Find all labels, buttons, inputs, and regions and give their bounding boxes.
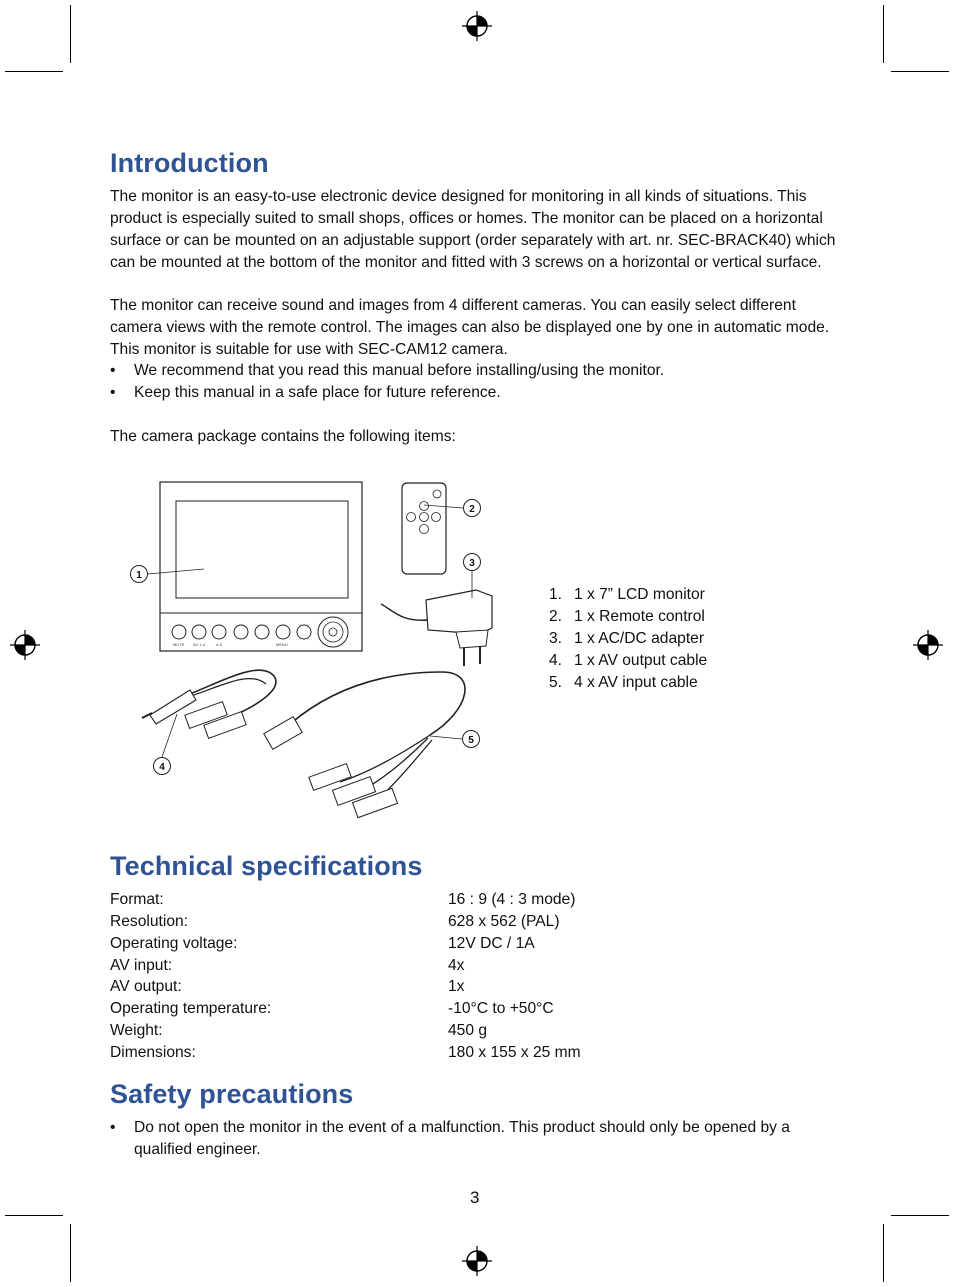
spec-value: -10°C to +50°C [448,1000,554,1017]
intro-title: Introduction [110,148,269,178]
spec-row [110,1042,710,1064]
callout-number: 5 [468,735,474,746]
callout-number: 1 [136,570,142,581]
spec-value: 4x [448,957,465,974]
spec-value: 628 x 562 (PAL) [448,913,560,930]
spec-label: Dimensions: [110,1044,196,1061]
package-item-number: 4. [549,652,563,669]
lcd-monitor-drawing [160,482,362,651]
crop-mark [891,71,949,72]
bullet-text: Keep this manual in a safe place for future reference. [134,384,501,401]
spec-label: AV output: [110,978,182,995]
callout-3 [464,554,481,571]
crop-mark [70,1224,71,1282]
callout-number: 4 [159,762,165,773]
av-input-cable-drawing [264,672,465,818]
monitor-button-labels [173,642,288,647]
bullet-text: We recommend that you read this manual before installing/using the monitor. [134,362,665,379]
bullet-marker: • [110,362,116,379]
bullet-text: Do not open the monitor in the event of a malfunction. This product should only be opened by a qualified engineer. [134,1119,790,1158]
spec-label: Weight: [110,1022,163,1039]
safety-title: Safety precautions [110,1079,354,1109]
spec-label: Resolution: [110,913,189,930]
crop-mark [891,1215,949,1216]
specs-title: Technical specifications [110,851,423,881]
package-item-number: 3. [549,630,563,647]
adapter-drawing [381,590,492,666]
spec-value: 180 x 155 x 25 mm [448,1044,581,1061]
spec-row [110,933,710,955]
intro-paragraph-1: The monitor is an easy-to-use electronic device designed for monitoring in all kinds of situations. This product is especially suited to small shops, offices or homes. The monitor can be placed on a horizontal surface or can be mounted on an adjustable support (order separately with art. nr. SEC-BRACK40) which can be mounted at the bottom of the monitor and fitted with 3 screws on a horizontal or vertical surface. [110,188,836,271]
package-item-number: 1. [549,586,563,603]
spec-label: Format: [110,891,164,908]
package-item-text: 1 x 7” LCD monitor [574,586,705,603]
monitor-button-label: MENU [276,642,288,647]
spec-row [110,976,710,998]
callout-number: 2 [469,504,475,515]
monitor-button-label: A.S [216,642,223,647]
monitor-button-label: MUTE [173,642,185,647]
callout-number: 3 [469,558,475,569]
spec-row [110,1020,710,1042]
remote-control-drawing [402,483,446,574]
spec-value: 1x [448,978,465,995]
crop-mark [70,5,71,63]
spec-value: 12V DC / 1A [448,935,535,952]
registration-mark-icon [461,10,493,42]
crop-mark [883,5,884,63]
spec-value: 450 g [448,1022,488,1039]
callout-1 [131,566,148,583]
registration-mark-icon [461,1245,493,1277]
crop-mark [883,1224,884,1282]
av-output-cable-drawing [142,670,276,738]
monitor-button-label: AV 1-4 [193,642,205,647]
page-number: 3 [470,1188,480,1207]
package-item-number: 5. [549,674,563,691]
spec-row [110,998,710,1020]
spec-label: Operating voltage: [110,935,238,952]
bullet-marker: • [110,384,116,401]
crop-mark [5,71,63,72]
intro-paragraph-2: The monitor can receive sound and images from 4 different cameras. You can easily select different camera views with the remote control. The images can also be displayed one by one in automatic mode. This monitor is suitable for use with SEC-CAM12 camera. [110,297,830,358]
registration-mark-icon [9,629,41,661]
package-intro-text: The camera package contains the following items: [110,428,456,445]
spec-row [110,955,710,977]
spec-row [110,911,710,933]
package-item-text: 1 x AV output cable [574,652,708,669]
package-item-text: 4 x AV input cable [574,674,698,691]
spec-label: Operating temperature: [110,1000,272,1017]
callout-4 [154,758,171,775]
package-item-text: 1 x AC/DC adapter [574,630,705,647]
package-illustration [120,470,520,830]
registration-mark-icon [912,629,944,661]
spec-value: 16 : 9 (4 : 3 mode) [448,891,576,908]
callout-2 [464,500,481,517]
spec-row [110,889,710,911]
callout-5 [463,731,480,748]
package-item-text: 1 x Remote control [574,608,705,625]
spec-label: AV input: [110,957,173,974]
crop-mark [5,1215,63,1216]
package-item-number: 2. [549,608,563,625]
bullet-marker: • [110,1119,116,1136]
